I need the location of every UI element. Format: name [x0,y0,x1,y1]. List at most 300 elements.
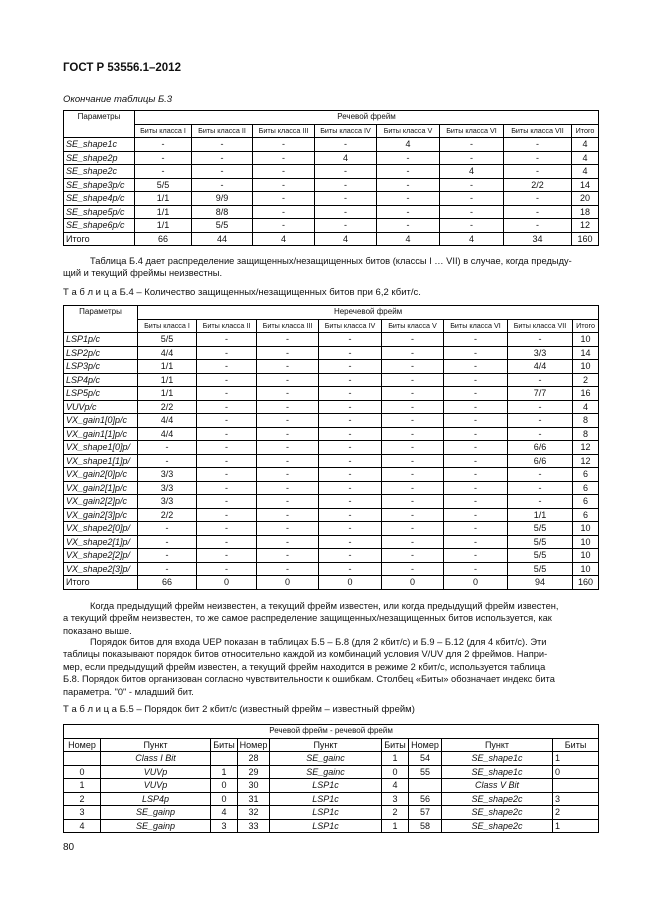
table-cell: 0 [64,765,101,779]
table-row [64,333,599,347]
param-name: VUVp/c [64,400,138,414]
text-line: мер, если предыдущий фрейм известен, а текущий фрейм находится в режиме 2 кбит/с, используется таблица [63,661,546,672]
table-cell: - [444,414,508,428]
table-row [64,522,599,536]
table-cell: - [440,192,504,206]
table-cell: 4 [315,151,377,165]
total-cell: 0 [257,576,319,590]
table-row [64,495,599,509]
table-cell: - [253,205,315,219]
table-cell: 16 [573,387,599,401]
table-cell: - [192,165,253,179]
table-cell: 1 [553,752,599,766]
table-cell: 4/4 [138,414,197,428]
table-cell: - [319,360,382,374]
param-name: SE_shape2c [64,165,135,179]
table-cell: 4 [382,779,409,793]
param-name: VX_gain2[2]p/c [64,495,138,509]
table-cell: 28 [238,752,270,766]
column-header: Пункт [270,738,382,752]
table-cell: 3/3 [138,495,197,509]
table-cell: - [508,400,573,414]
table-cell: 0 [211,779,238,793]
table-cell: 20 [572,192,599,206]
table-cell: - [192,178,253,192]
param-name: SE_shape3p/c [64,178,135,192]
table-cell: - [382,549,444,563]
table-row [64,360,599,374]
table-cell: - [382,373,444,387]
table-cell: - [197,360,257,374]
table-cell: - [444,441,508,455]
table-cell [64,752,101,766]
table-cell: 4 [572,165,599,179]
table-cell: - [197,562,257,576]
table-cell: - [192,151,253,165]
table-cell: - [257,522,319,536]
table-cell: - [257,373,319,387]
table-row [64,346,599,360]
text-line: Б.8. Порядок битов организован согласно чувствительности к ошибкам. Столбец «Биты» обозначает индекс бита [63,674,555,685]
item-cell: Class I Bit [101,752,211,766]
table-cell: - [197,387,257,401]
table-cell: - [504,205,572,219]
table-cell: - [444,346,508,360]
item-cell: LSP4p [101,792,211,806]
column-header: Биты [553,738,599,752]
table-cell: - [382,414,444,428]
table-cell: 14 [572,178,599,192]
table-cell: - [253,178,315,192]
param-name: SE_shape1c [64,138,135,152]
text-line: а текущий фрейм неизвестен, то же самое распределение защищенных/незащищенных битов используется, как [63,613,552,624]
table-cell: 3 [382,792,409,806]
table-cell: - [444,495,508,509]
param-name: VX_shape2[1]p/ [64,535,138,549]
table-cell: 2/2 [138,400,197,414]
table-cell: - [135,138,192,152]
column-header: Пункт [101,738,211,752]
table-cell: 1 [382,752,409,766]
total-cell: 4 [315,232,377,246]
table-cell: 6 [573,481,599,495]
table-cell: - [382,441,444,455]
table-row [64,468,599,482]
column-header: Биты класса VI [444,319,508,333]
table-cell: - [382,387,444,401]
table-cell: 3/3 [138,468,197,482]
table-cell: - [135,165,192,179]
table-cell: - [319,373,382,387]
group-header: Речевой фрейм [135,111,599,125]
table-row [64,806,599,820]
table-cell: 2 [382,806,409,820]
table-cell: 4 [64,819,101,833]
total-cell: 4 [253,232,315,246]
table-cell: 5/5 [135,178,192,192]
table-cell [409,779,442,793]
table-cell: 58 [409,819,442,833]
item-cell: SE_gainc [270,752,382,766]
table-row [64,414,599,428]
group-header: Неречевой фрейм [138,306,599,320]
table-cell: - [253,219,315,233]
table-cell: 2/2 [138,508,197,522]
column-header: Номер [238,738,270,752]
item-cell: SE_shape1c [442,765,553,779]
table-row [64,779,599,793]
table-cell: - [382,427,444,441]
table-cell: - [253,192,315,206]
table-cell: 2 [553,806,599,820]
table-cell: 8 [573,427,599,441]
table-cell: - [444,508,508,522]
param-name: LSP3p/c [64,360,138,374]
column-header: Биты класса VII [508,319,573,333]
table-cell: - [257,454,319,468]
table-cell: - [319,481,382,495]
group-header: Речевой фрейм - речевой фрейм [64,725,599,739]
table-row [64,151,599,165]
item-cell: LSP1c [270,779,382,793]
total-cell: 66 [138,576,197,590]
table-b4-caption: Т а б л и ц а Б.4 – Количество защищенных/незащищенных битов при 6,2 кбит/с. [63,287,421,298]
table-cell: 12 [573,454,599,468]
table-cell: - [382,522,444,536]
table-cell: - [382,508,444,522]
table-cell: 8/8 [192,205,253,219]
table-cell: 4/4 [508,360,573,374]
total-label: Итого [64,576,138,590]
table-row [64,535,599,549]
table-cell: - [197,549,257,563]
table-cell: - [382,360,444,374]
item-cell: SE_shape2c [442,806,553,820]
table-cell: - [257,387,319,401]
table-cell: 57 [409,806,442,820]
item-cell: SE_shape1c [442,752,553,766]
table-cell: - [508,481,573,495]
param-name: VX_shape1[0]p/ [64,441,138,455]
column-header: Биты класса II [197,319,257,333]
column-header: Итого [573,319,599,333]
column-header: Биты [382,738,409,752]
table-cell: - [197,414,257,428]
param-name: VX_gain2[3]p/c [64,508,138,522]
table-row [64,454,599,468]
table-cell: - [504,165,572,179]
table-cell: - [257,346,319,360]
column-header: Номер [64,738,101,752]
table-cell: 3 [64,806,101,820]
table-cell: 6 [573,495,599,509]
param-name: SE_shape6p/c [64,219,135,233]
paragraph-unknown-frames [63,600,598,637]
table-cell: - [444,400,508,414]
table-cell: - [257,333,319,347]
column-header: Биты класса II [192,124,253,138]
table-cell: 1/1 [508,508,573,522]
table-row [64,178,599,192]
param-name: VX_shape2[0]p/ [64,522,138,536]
table-cell: 6/6 [508,441,573,455]
column-header: Биты класса I [138,319,197,333]
param-name: SE_shape4p/c [64,192,135,206]
table-cell: 1/1 [135,205,192,219]
param-header: Параметры [64,306,138,333]
table-cell: 10 [573,333,599,347]
table-cell: - [444,535,508,549]
table-cell: - [377,219,440,233]
table-row [64,427,599,441]
table-row [64,481,599,495]
table-row [64,205,599,219]
table-cell: - [508,373,573,387]
table-cell: 0 [211,792,238,806]
table-cell [211,752,238,766]
table-cell: 2 [573,373,599,387]
text-line: щий и текущий фреймы неизвестны. [63,268,223,279]
text-line: Когда предыдущий фрейм неизвестен, а текущий фрейм известен, или когда предыдущий фрейм известен, [90,601,559,611]
table-cell: 54 [409,752,442,766]
column-header: Биты класса IV [319,319,382,333]
table-cell: - [508,427,573,441]
table-cell: - [257,508,319,522]
table-cell: - [444,481,508,495]
table-cell: 55 [409,765,442,779]
table-cell: 5/5 [508,549,573,563]
table-cell: 6 [573,468,599,482]
text-line: таблицы показывают порядок битов относительно каждой из комбинаций условия V/UV для 2 фреймов. Напри- [63,649,548,660]
column-header: Биты класса III [257,319,319,333]
item-cell: SE_gainc [270,765,382,779]
table-cell: - [315,165,377,179]
table-cell: 5/5 [508,562,573,576]
total-cell: 4 [377,232,440,246]
table-cell: - [377,205,440,219]
table-cell: 4 [377,138,440,152]
table-cell: 5/5 [508,535,573,549]
table-cell: 4/4 [138,427,197,441]
table-cell: 5/5 [508,522,573,536]
table-row [64,792,599,806]
table-row [64,138,599,152]
item-cell: LSP1c [270,792,382,806]
table-cell: 0 [553,765,599,779]
total-row [64,576,599,590]
table-cell: - [197,535,257,549]
table-row [64,373,599,387]
total-cell: 160 [573,576,599,590]
table-cell: - [257,562,319,576]
total-cell: 0 [382,576,444,590]
table-cell: - [257,549,319,563]
param-name: SE_shape5p/c [64,205,135,219]
table-cell: - [508,333,573,347]
table-cell: - [257,427,319,441]
table-cell: 4 [573,400,599,414]
total-cell: 0 [319,576,382,590]
table-cell: - [504,219,572,233]
table-cell: 10 [573,549,599,563]
total-cell: 0 [197,576,257,590]
table-cell: 12 [573,441,599,455]
table-b3-caption: Окончание таблицы Б.3 [63,94,173,105]
table-cell: - [382,495,444,509]
column-header: Пункт [442,738,553,752]
total-cell: 0 [444,576,508,590]
table-row [64,219,599,233]
table-cell: 2 [64,792,101,806]
table-cell: - [444,360,508,374]
table-cell: 8 [573,414,599,428]
table-cell: - [197,346,257,360]
table-cell: - [504,138,572,152]
column-header: Биты класса III [253,124,315,138]
table-cell: 12 [572,219,599,233]
table-cell: - [257,535,319,549]
table-cell: 3 [553,792,599,806]
param-name: VX_gain1[1]p/c [64,427,138,441]
table-cell: 4 [440,165,504,179]
table-cell [553,779,599,793]
table-cell: - [319,508,382,522]
table-row [64,752,599,766]
table-cell: 10 [573,535,599,549]
table-cell: - [315,138,377,152]
table-cell: - [444,549,508,563]
total-cell: 34 [504,232,572,246]
table-cell: 32 [238,806,270,820]
table-cell: - [197,400,257,414]
table-cell: 3 [211,819,238,833]
table-row [64,400,599,414]
table-cell: 4/4 [138,346,197,360]
column-header: Биты класса I [135,124,192,138]
table-cell: - [319,535,382,549]
param-name: VX_shape1[1]p/ [64,454,138,468]
table-cell: 1/1 [135,192,192,206]
table-cell: - [257,495,319,509]
table-cell: - [444,373,508,387]
table-cell: - [319,400,382,414]
table-cell: - [319,495,382,509]
table-cell: - [257,400,319,414]
table-cell: - [440,151,504,165]
table-cell: - [197,481,257,495]
column-header: Биты класса VI [440,124,504,138]
table-cell: - [382,346,444,360]
item-cell: SE_shape2c [442,792,553,806]
table-cell: - [138,441,197,455]
item-cell: SE_shape2c [442,819,553,833]
table-cell: 6 [573,508,599,522]
table-cell: - [508,468,573,482]
text-line: показано выше. [63,625,132,636]
total-row [64,232,599,246]
table-b3 [63,110,599,246]
item-cell: SE_gainp [101,806,211,820]
table-cell: - [377,178,440,192]
table-cell: - [319,522,382,536]
table-cell: - [192,138,253,152]
text-line: Таблица Б.4 дает распределение защищенных/незащищенных битов (классы I … VII) в случае, когда предыду- [90,256,572,266]
table-cell: - [444,468,508,482]
table-cell: - [197,441,257,455]
table-row [64,441,599,455]
table-cell: 7/7 [508,387,573,401]
table-cell: - [319,468,382,482]
table-cell: - [382,562,444,576]
table-cell: - [440,219,504,233]
item-cell: VUVp [101,779,211,793]
total-cell: 4 [440,232,504,246]
table-cell: - [197,373,257,387]
item-cell: Class V Bit [442,779,553,793]
text-line: параметра. "0" - младший бит. [63,686,194,697]
item-cell: SE_gainp [101,819,211,833]
param-name: VX_shape2[3]p/ [64,562,138,576]
table-cell: - [508,495,573,509]
table-cell: 3/3 [138,481,197,495]
table-cell: - [138,454,197,468]
table-cell: 29 [238,765,270,779]
table-cell: 5/5 [138,333,197,347]
table-row [64,508,599,522]
table-cell: - [440,138,504,152]
paragraph-bit-order [63,636,598,698]
param-header: Параметры [64,111,135,138]
table-cell: - [138,535,197,549]
param-name: LSP1p/c [64,333,138,347]
page-number: 80 [63,842,75,853]
table-cell: - [138,522,197,536]
table-cell: - [382,481,444,495]
table-cell: - [319,414,382,428]
table-cell: - [197,468,257,482]
table-cell: 1 [64,779,101,793]
table-cell: - [257,414,319,428]
item-cell: VUVp [101,765,211,779]
table-cell: - [315,219,377,233]
table-cell: - [444,333,508,347]
table-cell: - [135,151,192,165]
table-cell: 1/1 [138,387,197,401]
table-cell: - [253,165,315,179]
table-cell: - [197,427,257,441]
table-cell: 1/1 [135,219,192,233]
table-cell: 0 [382,765,409,779]
table-row [64,819,599,833]
param-name: LSP5p/c [64,387,138,401]
table-cell: 6/6 [508,454,573,468]
table-cell: 10 [573,522,599,536]
table-row [64,165,599,179]
table-cell: 18 [572,205,599,219]
table-cell: - [444,522,508,536]
table-cell: - [319,333,382,347]
paragraph-b4-intro [63,255,598,280]
table-cell: - [508,414,573,428]
table-cell: - [257,468,319,482]
total-cell: 160 [572,232,599,246]
column-header: Биты класса V [377,124,440,138]
table-cell: - [382,454,444,468]
table-cell: - [315,178,377,192]
param-name: VX_gain2[0]p/c [64,468,138,482]
table-cell: - [319,549,382,563]
table-cell: - [197,508,257,522]
